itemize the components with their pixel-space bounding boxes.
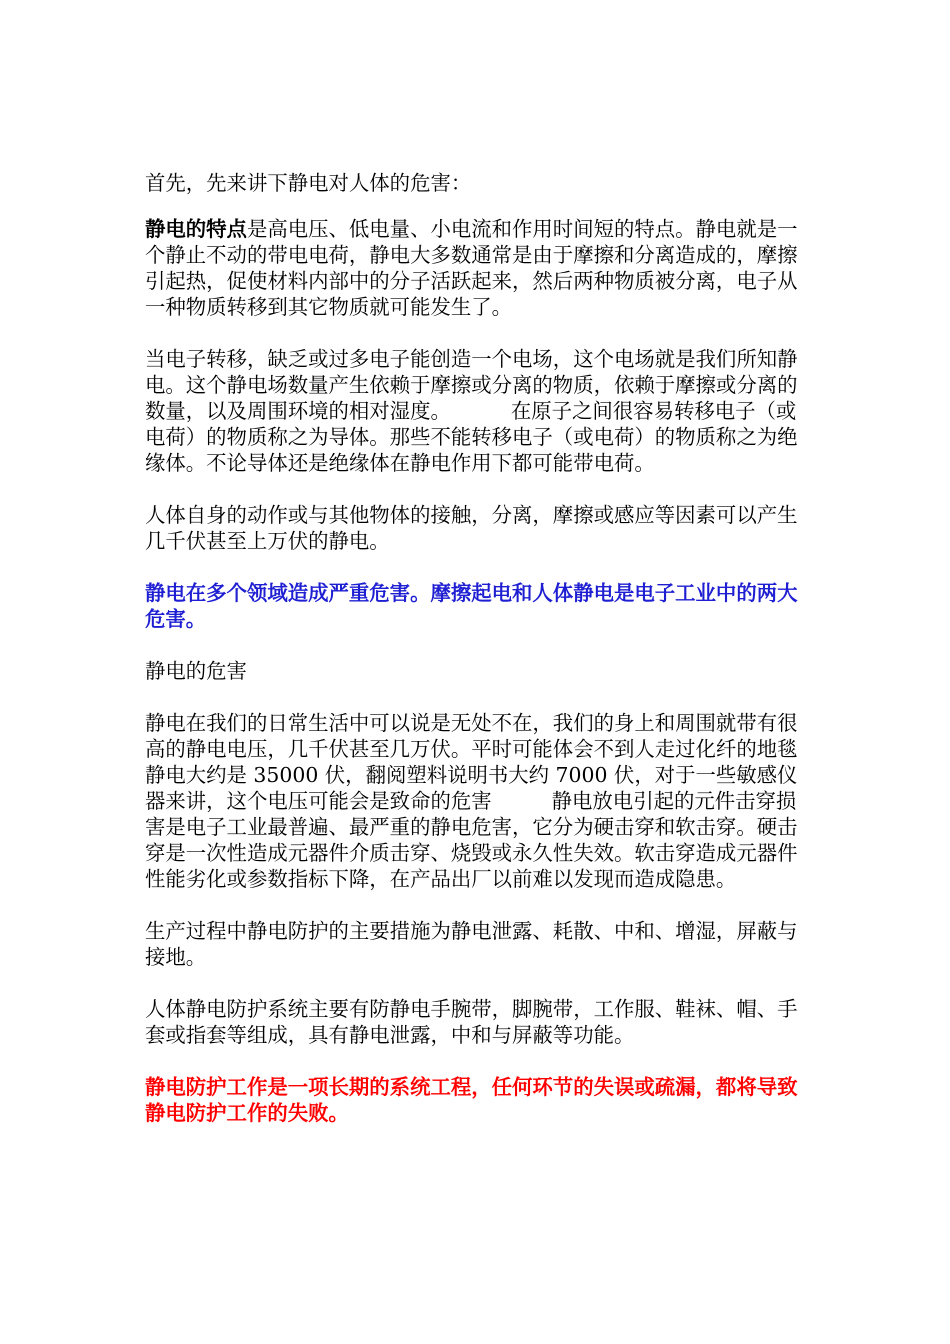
- intro-paragraph: 首先，先来讲下静电对人体的危害：: [145, 171, 472, 195]
- red-highlight-paragraph: 静电防护工作是一项长期的系统工程，任何环节的失误或疏漏，都将导致静电防护工作的失败。: [145, 1075, 798, 1125]
- transfer-text-b: 在原子之间很容易转移电子（或电荷）的物质称之为导体。那些不能转移电子（或电荷）的物质称之为绝缘体。不论导体还是绝缘体在静电作用下都可能带电荷。: [145, 399, 798, 475]
- human-body-paragraph: 人体自身的动作或与其他物体的接触，分离，摩擦或感应等因素可以产生几千伏甚至上万伏的静电。: [145, 503, 798, 553]
- harm-text-a: 静电在我们的日常生活中可以说是无处不在，我们的身上和周围就带有很高的静电电压，几千伏甚至几万伏。平时可能体会不到人走过化纤的地毯静电大约是 35000 伏，翻阅塑料说明书大约 7000 伏，对于一些敏感仪器来讲，这个电压可能会是致命的危害: [145, 711, 798, 813]
- transfer-text-a: 当电子转移，缺乏或过多电子能创造一个电场，这个电场就是我们所知静电。这个静电场数量产生依赖于摩擦或分离的物质，依赖于摩擦或分离的数量，以及周围环境的相对湿度。: [145, 347, 798, 423]
- harm-paragraph: [145, 710, 810, 892]
- system-paragraph: 人体静电防护系统主要有防静电手腕带，脚腕带，工作服、鞋袜、帽、手套或指套等组成，具有静电泄露，中和与屏蔽等功能。: [145, 997, 798, 1047]
- document-body: [145, 170, 810, 1126]
- features-paragraph: [145, 216, 810, 320]
- transfer-paragraph: [145, 346, 810, 476]
- harm-heading: 静电的危害: [145, 659, 247, 683]
- measures-paragraph: 生产过程中静电防护的主要措施为静电泄露、耗散、中和、增湿，屏蔽与接地。: [145, 919, 798, 969]
- features-text: 是高电压、低电量、小电流和作用时间短的特点。静电就是一个静止不动的带电电荷，静电大多数通常是由于摩擦和分离造成的，摩擦引起热，促使材料内部中的分子活跃起来，然后两种物质被分离，电子从一种物质转移到其它物质就可能发生了。: [145, 217, 798, 319]
- blue-highlight-paragraph: 静电在多个领域造成严重危害。摩擦起电和人体静电是电子工业中的两大危害。: [145, 581, 798, 631]
- features-term: 静电的特点: [145, 217, 247, 241]
- harm-text-b: 静电放电引起的元件击穿损害是电子工业最普遍、最严重的静电危害，它分为硬击穿和软击穿。硬击穿是一次性造成元器件介质击穿、烧毁或永久性失效。软击穿造成元器件性能劣化或参数指标下降，在产品出厂以前难以发现而造成隐患。: [145, 789, 798, 891]
